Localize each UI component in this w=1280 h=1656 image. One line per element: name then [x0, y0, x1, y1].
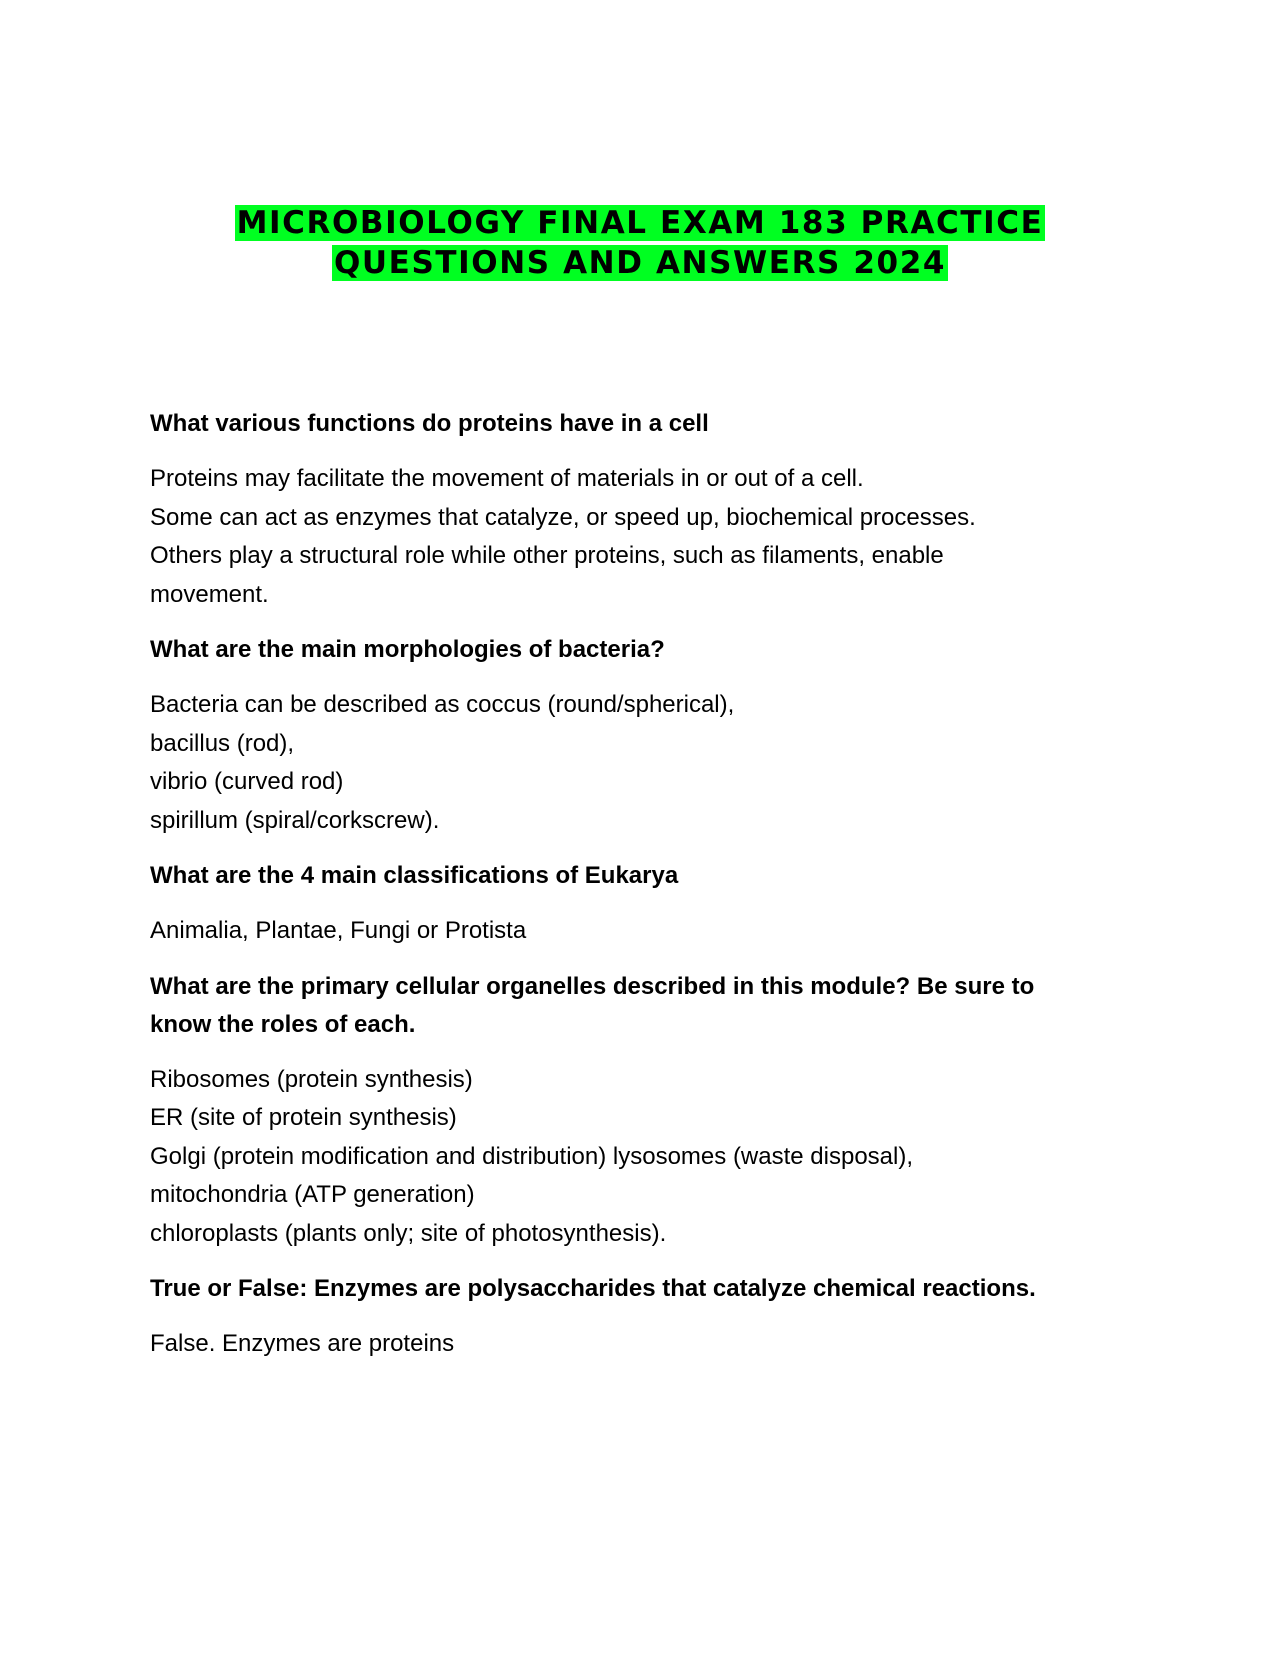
answer-block [150, 1061, 1150, 1254]
question-heading: True or False: Enzymes are polysaccharides that catalyze chemical reactions. [150, 1275, 1036, 1302]
answer-line: Golgi (protein modification and distribution) lysosomes (waste disposal), [150, 1142, 914, 1170]
answer-line: bacillus (rod), [150, 729, 295, 757]
title-line [0, 203, 1280, 243]
answer-block [150, 686, 1150, 840]
answer-line: chloroplasts (plants only; site of photosynthesis). [150, 1219, 667, 1247]
question-heading: What are the 4 main classifications of Eukarya [150, 862, 679, 889]
answer-line: ER (site of protein synthesis) [150, 1104, 457, 1131]
answer-line: Proteins may facilitate the movement of materials in or out of a cell. [150, 465, 864, 492]
answer-block [150, 1325, 1150, 1364]
answer-line: Some can act as enzymes that catalyze, or speed up, biochemical processes. [150, 503, 976, 531]
qa-list [150, 405, 1150, 1381]
answer-line: Others play a structural role while other proteins, such as filaments, enable [150, 542, 944, 569]
answer-block [150, 460, 1150, 614]
answer-line: movement. [150, 580, 269, 608]
answer-line: Ribosomes (protein synthesis) [150, 1065, 473, 1093]
document-title [0, 203, 1280, 283]
answer-line: False. Enzymes are proteins [150, 1330, 455, 1357]
answer-block [150, 912, 1150, 951]
question-line: What are the primary cellular organelles described in this module? Be sure to [150, 972, 1035, 1000]
answer-line: mitochondria (ATP generation) [150, 1181, 475, 1208]
title-line-text: MICROBIOLOGY FINAL EXAM 183 PRACTICE [236, 205, 1044, 241]
question-line: know the roles of each. [150, 1010, 416, 1038]
answer-line: spirillum (spiral/corkscrew). [150, 806, 440, 834]
answer-line: Animalia, Plantae, Fungi or Protista [150, 917, 527, 944]
question-heading: What are the main morphologies of bacteria? [150, 636, 665, 663]
title-line [0, 243, 1280, 283]
title-line-text: QUESTIONS AND ANSWERS 2024 [333, 245, 947, 281]
question-heading: What various functions do proteins have in a cell [150, 410, 709, 437]
answer-line: vibrio (curved rod) [150, 768, 344, 795]
answer-line: Bacteria can be described as coccus (round/spherical), [150, 691, 735, 718]
question-heading [150, 968, 1150, 1044]
